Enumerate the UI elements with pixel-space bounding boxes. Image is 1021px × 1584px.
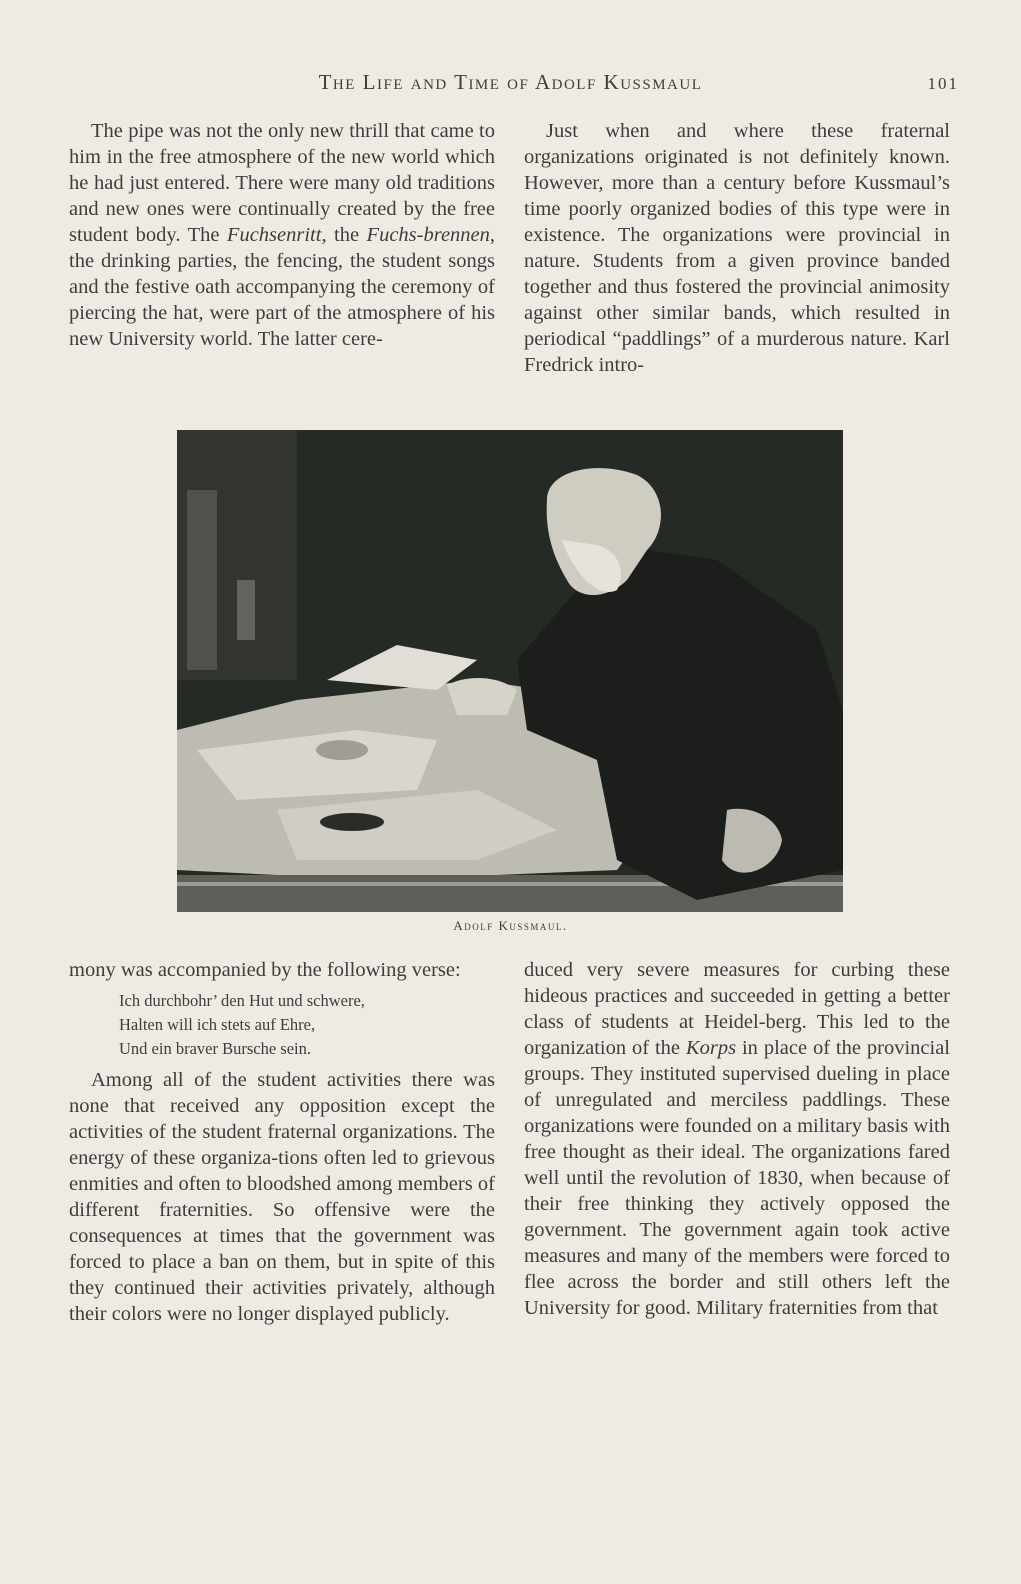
verse — [119, 989, 495, 1061]
text-run: , the — [321, 224, 367, 246]
text-run: in place of the provincial groups. They instituted supervised dueling in place of unregulated and merciless paddlings. These organizations were founded on a military basis with free thought as their ideal. The organizations fared well until the revolution of 1830, when because of their free thinking they actively opposed the government. The government again took active measures and many of the members were forced to flee across the border and still others left the University for good. Military fraternities from that — [524, 1037, 950, 1319]
text-run: The pipe was not the only new thrill that came to him in the free atmosphere of the new world which he had just entered. There were many old traditions and new ones were continually created by the free student body. The — [69, 120, 495, 246]
paragraph: Among all of the student activities there was none that received any opposition except the activities of the student fraternal organizations. The energy of these organiza-tions often led to grievous enmities and often to bloodshed among members of different fraternities. So offensive were the consequences at times that the government was forced to place a ban on them, but in spite of this they continued their activities privately, although their colors were no longer displayed publicly. — [69, 1069, 495, 1325]
paragraph: mony was accompanied by the following verse: — [69, 959, 461, 981]
column-top-left — [69, 118, 495, 352]
column-bottom-left — [69, 957, 495, 1327]
paragraph — [69, 118, 495, 352]
portrait-photo — [177, 430, 843, 912]
paragraph — [524, 957, 950, 1321]
italic-term: Korps — [685, 1037, 737, 1059]
italic-term: Fuchsenritt — [226, 224, 322, 246]
page-number: 101 — [927, 74, 959, 93]
photo-illustration — [177, 430, 843, 912]
text-run: duced very severe measures for curbing these hideous practices and succeeded in getting a better class of students at Heidel-berg. This led to the organization of the — [524, 959, 950, 1059]
text-run: , the drinking parties, the fencing, the student songs and the festive oath accompanying the ceremony of piercing the hat, were part of the atmosphere of his new University world. The latter cere- — [69, 224, 496, 350]
verse-line: Ich durchbohr’ den Hut und schwere, — [119, 991, 365, 1010]
figure-caption: Adolf Kussmaul. — [453, 918, 568, 933]
verse-line: Halten will ich stets auf Ehre, — [119, 1015, 316, 1034]
page-header — [0, 70, 1021, 100]
paragraph: Just when and where these fraternal organizations originated is not definitely known. However, more than a century before Kussmaul’s time poorly organized bodies of this type were in existence. The organizations were provincial in nature. Students from a given province banded together and thus fostered the provincial animosity against other similar bands, which resulted in periodical “paddlings” of a murderous nature. Karl Fredrick intro- — [524, 120, 950, 376]
column-top-right — [524, 118, 950, 378]
verse-line: Und ein braver Bursche sein. — [119, 1039, 311, 1058]
italic-term: Fuchs-brennen — [366, 224, 490, 246]
column-bottom-right — [524, 957, 950, 1321]
running-title: The Life and Time of Adolf Kussmaul — [318, 70, 703, 94]
